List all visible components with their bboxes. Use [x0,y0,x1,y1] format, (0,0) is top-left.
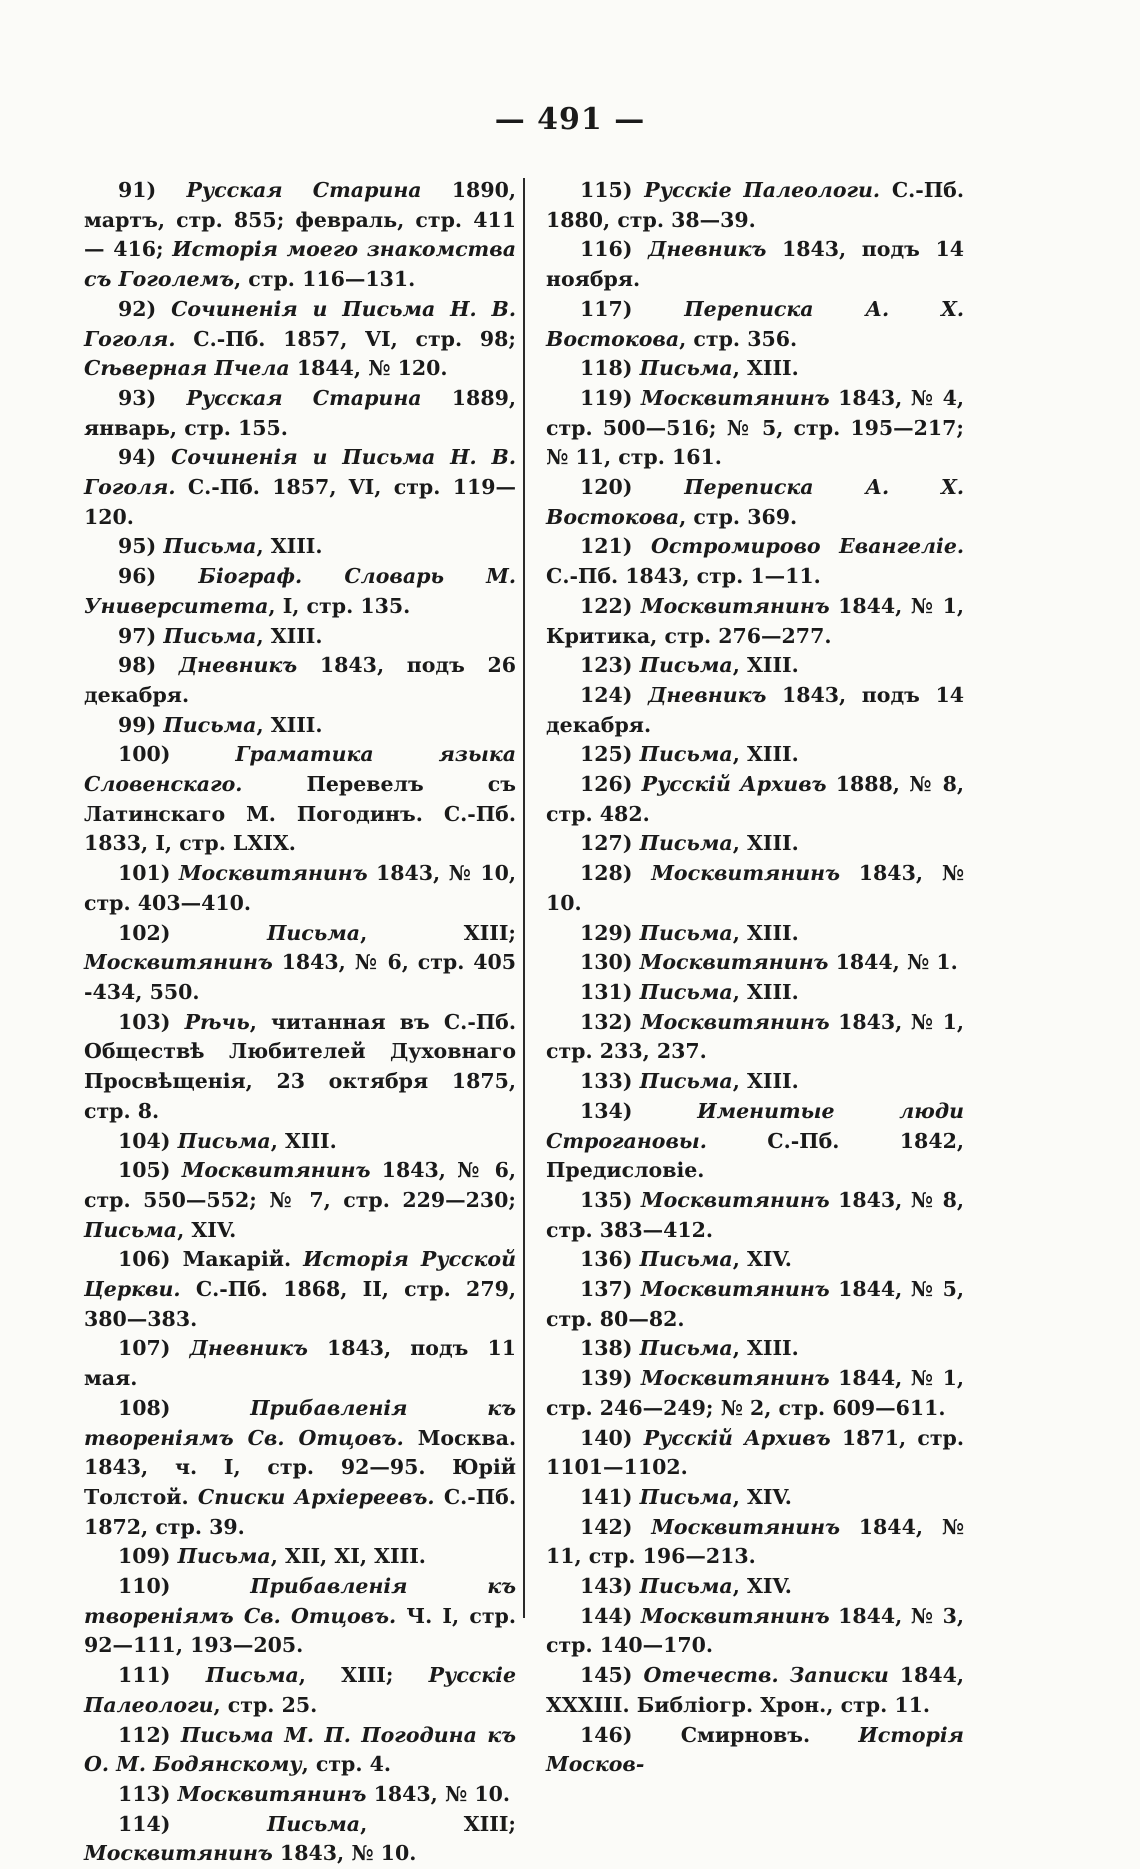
footnote-text: 113) [118,1781,178,1806]
footnote-entry [546,770,964,829]
footnote-title: Москвитянинъ [640,1009,830,1034]
footnote-entry [84,740,516,859]
footnote-entry [546,354,964,384]
footnote-text: 1889, январь, стр. 155. [84,385,516,440]
footnote-text: 110) [118,1574,251,1599]
footnote-text: 122) [580,593,641,618]
footnote-title: Москвитянинъ [181,1158,371,1183]
footnote-text: 111) [118,1663,206,1688]
footnote-entry [84,176,516,295]
footnote-text: , XIII. [732,920,799,945]
footnote-text: С.-Пб. 1857, VI, стр. 119—120. [84,475,516,529]
footnote-entry [84,384,516,443]
footnote-entry [84,1572,516,1661]
footnote-text: 1843, № 10. [546,861,964,915]
footnote-title: Русскій Архивъ [643,1425,831,1450]
footnote-text: 124) [580,682,649,707]
footnote-text: 132) [580,1009,641,1034]
footnote-text: 1844, № 1. [828,950,958,975]
footnote-text: 137) [580,1277,641,1302]
footnote-title: Сѣверная Пчела [84,356,290,381]
footnote-title: Біограф. Словарь М. Университета [84,564,516,618]
footnote-text: 140) [580,1425,644,1450]
footnote-entry [84,1008,516,1127]
footnote-text: 114) [118,1811,268,1836]
footnote-entry [84,562,516,621]
footnote-text: 129) [580,920,640,945]
footnote-title: Письма [163,712,257,737]
footnote-text: 142) [580,1514,652,1539]
footnote-text: , читанная въ С.-Пб. Обществѣ Любителей Духовнаго Просвѣщенія, 23 октября 1875, стр. 8. [84,1009,516,1123]
footnote-text: 96) [118,564,199,589]
footnote-text: 1844, № 11, стр. 196—213. [546,1514,964,1569]
footnote-entry [546,1572,964,1602]
footnote-entry [546,1008,964,1067]
footnote-title: Москвитянинъ [178,861,368,886]
footnote-title: Письма [639,831,733,856]
footnote-text: 95) [118,534,164,559]
footnote-entry [546,1424,964,1483]
footnote-text: 100) [118,742,236,767]
footnote-title: Списки Архіереевъ. [197,1484,435,1509]
footnote-text: 97) [118,623,164,648]
footnote-entry [84,532,516,562]
footnote-entry [546,1483,964,1513]
footnote-text: 134) [580,1098,698,1123]
footnote-entry [546,919,964,949]
footnote-text: 125) [580,742,640,767]
footnote-text: 1843, № 10, стр. 403—410. [84,861,516,915]
footnote-entry [546,1097,964,1186]
footnote-entry [546,740,964,770]
footnote-entry [84,1810,516,1869]
footnote-text: 1844, XXXIII. Библіогр. Хрон., стр. 11. [546,1663,964,1717]
footnote-title: Русская Старина [186,385,422,410]
footnote-text: С.-Пб. 1880, стр. 38—39. [546,178,964,232]
footnote-text: 1843, № 6, стр. 550—552; № 7, стр. 229—230; [84,1158,516,1212]
footnote-text: 105) [118,1158,182,1183]
footnote-entry [546,978,964,1008]
footnote-text: , XIII. [732,653,799,678]
footnote-text: 130) [580,950,640,975]
footnote-text: Ч. I, стр. 92—111, 193—205. [84,1603,516,1658]
footnote-text: С.-Пб. 1843, стр. 1—11. [546,564,821,589]
footnote-title: Дневникъ [178,653,298,678]
footnote-text: 128) [580,861,652,886]
footnote-title: Письма [177,1128,271,1153]
footnote-text: 1844, № 5, стр. 80—82. [546,1277,964,1331]
footnote-entry [84,651,516,710]
footnote-text: 146) Смирновъ. [580,1722,859,1747]
footnote-text: 1843, № 1, стр. 233, 237. [546,1009,964,1064]
footnote-entry [546,859,964,918]
footnote-title: Прибавленія къ твореніямъ Св. Отцовъ. [84,1395,516,1450]
footnote-title: Русскіе Палеологи. [644,178,881,202]
footnote-text: , XIII. [732,979,799,1004]
footnote-text: , XIII. [732,831,799,856]
footnote-text: 1844, № 1, стр. 246—249; № 2, стр. 609—611. [546,1366,964,1420]
footnote-text: 1890, мартъ, стр. 855; февраль, стр. 411 — 416; [84,178,516,262]
footnote-title: Москвитянинъ [640,1366,830,1391]
footnote-title: Дневникъ [189,1336,308,1361]
footnote-title: Сочиненія и Письма Н. В. Гоголя. [84,445,516,500]
footnote-title: Письма [639,1574,733,1599]
footnote-title: Дневникъ [648,237,767,262]
footnote-text: 131) [580,979,640,1004]
footnote-title: Письма [639,920,733,945]
footnote-text: С.-Пб. 1842, Предисловіе. [546,1128,964,1183]
footnote-title: Русская Старина [186,178,422,202]
footnote-text: 107) [118,1336,190,1361]
footnote-entry [546,681,964,740]
footnote-title: Рѣчь [184,1009,250,1034]
footnote-text: , XIV. [177,1217,237,1242]
footnote-title: Письма [639,979,733,1004]
footnote-title: Прибавленія къ твореніямъ Св. Отцовъ. [84,1574,516,1628]
footnote-text: , XIV. [732,1484,792,1509]
footnote-title: Письма [177,1544,271,1569]
footnote-text: , стр. 25. [213,1692,318,1717]
footnote-text: , XIII. [732,356,799,381]
footnote-entry [546,1245,964,1275]
footnote-title: Переписка А. Х. Востокова [546,475,964,529]
footnote-title: Письма [163,534,257,559]
footnote-title: Москвитянинъ [651,861,841,886]
footnote-text: 1844, № 3, стр. 140—170. [546,1603,964,1658]
footnote-title: Письма [639,1336,733,1361]
footnote-title: Письма М. П. Погодина къ О. М. Бодянскому [84,1722,516,1777]
footnote-text: , XIII; [360,920,516,945]
footnote-text: , стр. 369. [679,504,798,529]
footnote-text: 98) [118,653,179,678]
footnote-title: Москвитянинъ [640,593,830,618]
footnote-entry [546,1364,964,1423]
footnote-entry [84,295,516,384]
footnote-text: 126) [580,772,642,797]
footnote-entry [84,859,516,918]
footnote-title: Москвитянинъ [640,1187,830,1212]
footnote-text: 94) [118,445,172,470]
footnote-text: 1888, № 8, стр. 482. [546,772,964,826]
footnote-title: Москвитянинъ [640,1277,830,1302]
footnote-text: Москва. 1843, ч. I, стр. 92—95. Юрій Толстой. [84,1425,517,1509]
footnote-text: , стр. 116—131. [234,267,416,292]
footnote-entry [546,473,964,532]
footnote-text: 92) [118,296,172,321]
footnote-title: Дневникъ [648,682,767,707]
footnote-title: Москвитянинъ [651,1514,841,1539]
footnote-text: 91) [118,178,187,202]
footnote-entry [546,1602,964,1661]
footnote-title: Письма [639,1069,733,1094]
footnote-text: , XIV. [732,1574,792,1599]
footnote-title: Именитые люди Строгановы. [546,1098,964,1153]
footnote-title: Москвитянинъ [639,950,829,975]
footnote-title: Письма [639,653,733,678]
footnote-title: Письма [163,623,257,648]
footnote-text: 145) [580,1663,644,1688]
footnote-entry [546,1067,964,1097]
footnote-text: , XII, XI, XIII. [270,1544,426,1569]
left-column [84,176,516,1869]
footnote-text: 112) [118,1722,181,1747]
footnote-text: , XIII. [732,1336,799,1361]
footnote-entry [84,443,516,532]
footnote-title: Москвитянинъ [84,1841,273,1866]
footnote-text: Перевелъ съ Латинскаго М. Погодинъ. С.-Пб. 1833, I, стр. LXIX. [84,772,516,856]
footnote-entry [84,622,516,652]
footnote-entry [546,532,964,591]
footnote-entry [84,711,516,741]
right-column [546,176,964,1780]
footnote-text: 1843, подъ 11 мая. [84,1336,516,1391]
footnote-entry [546,948,964,978]
footnote-entry [546,1513,964,1572]
footnote-title: Письма [267,1811,361,1836]
footnote-text: 138) [580,1336,640,1361]
footnote-entry [546,1661,964,1720]
footnote-entry [84,1245,516,1334]
footnote-text: 141) [580,1484,640,1509]
footnote-entry [546,235,964,294]
footnote-entry [84,1780,516,1810]
footnote-title: Письма [639,1484,733,1509]
footnote-entry [546,651,964,681]
footnote-entry [84,1394,516,1543]
footnote-text: 1843, № 8, стр. 383—412. [546,1187,964,1242]
footnote-text: 1844, № 1, Критика, стр. 276—277. [546,593,964,648]
footnote-text: 1843, № 10. [272,1841,417,1866]
footnote-entry [84,1542,516,1572]
footnote-text: 144) [580,1603,641,1628]
footnote-text: С.-Пб. 1872, стр. 39. [84,1484,516,1539]
footnote-text: 135) [580,1187,641,1212]
footnote-entry [84,1661,516,1720]
footnote-text: 121) [580,534,652,559]
footnote-title: Москвитянинъ [84,950,273,975]
footnote-text: , XIII. [732,1069,799,1094]
footnote-text: 127) [580,831,640,856]
footnote-text: 104) [118,1128,178,1153]
footnote-text: 116) [580,237,649,262]
page-number: — 491 — [494,102,646,137]
footnote-title: Москвитянинъ [640,385,830,410]
footnote-entry [546,1186,964,1245]
footnote-title: Русскій Архивъ [641,772,827,797]
footnote-entry [546,1721,964,1780]
footnote-text: 1871, стр. 1101—1102. [546,1425,964,1480]
footnote-title: Письма [639,356,733,381]
footnote-entry [546,295,964,354]
footnote-text: , XIII; [298,1663,429,1688]
footnote-text: 119) [580,385,641,410]
footnote-text: 1843, № 6, стр. 405 -434, 550. [84,950,516,1004]
footnote-title: Москвитянинъ [177,1781,367,1806]
footnote-entry [546,384,964,473]
footnote-title: Письма [267,920,361,945]
footnote-title: Граматика языка Словенскаго. [84,742,516,797]
column-divider [523,178,525,1618]
footnote-text: 139) [580,1366,641,1391]
footnote-text: , XIII. [256,623,323,648]
footnote-entry [84,919,516,1008]
footnote-text: 1844, № 120. [289,356,448,381]
footnote-text: 1843, подъ 26 декабря. [84,653,516,707]
footnote-text: 103) [118,1009,185,1034]
footnote-text: 1843, № 10. [366,1781,510,1806]
footnote-text: , XIII; [360,1811,516,1836]
footnote-title: Исторія Русской Церкви. [84,1247,516,1302]
footnote-entry [84,1156,516,1245]
footnote-text: 101) [118,861,179,886]
footnote-entry [84,1334,516,1393]
footnote-text: , стр. 356. [679,326,798,351]
footnote-text: 115) [580,178,645,202]
footnote-text: , XIII. [270,1128,337,1153]
footnote-text: 93) [118,385,187,410]
footnote-text: С.-Пб. 1868, II, стр. 279, 380—383. [84,1277,516,1331]
footnote-text: 123) [580,653,640,678]
footnote-title: Отечеств. Записки [643,1663,889,1688]
footnote-text: 109) [118,1544,178,1569]
footnote-text: , XIII. [256,534,323,559]
footnote-entry [546,592,964,651]
footnote-text: , XIII. [256,712,323,737]
footnote-title: Письма [639,1247,733,1272]
footnote-text: 106) Макарій. [118,1247,304,1272]
footnote-text: 136) [580,1247,640,1272]
footnote-text: 102) [118,920,268,945]
footnote-title: Русскіе Палеологи [84,1663,516,1717]
footnote-text: , XIV. [732,1247,792,1272]
footnote-title: Переписка А. Х. Востокова [546,296,964,351]
footnote-title: Исторія моего знакомства съ Гоголемъ [84,237,516,292]
footnote-text: 120) [580,475,685,500]
footnote-title: Остромирово Евангеліе. [651,534,964,559]
footnote-text: 1843, подъ 14 декабря. [546,682,964,737]
footnote-text: 117) [580,296,685,321]
footnote-entry [546,176,964,235]
footnote-text: 1843, № 4, стр. 500—516; № 5, стр. 195—217; № 11, стр. 161. [546,385,964,470]
footnote-text: , I, стр. 135. [268,593,411,618]
footnote-text: , стр. 4. [301,1752,392,1777]
footnote-text: 1843, подъ 14 ноября. [546,237,964,292]
footnote-title: Письма [205,1663,299,1688]
footnote-text: , XIII. [732,742,799,767]
footnote-entry [84,1721,516,1780]
footnote-text: 133) [580,1069,640,1094]
footnote-title: Москвитянинъ [640,1603,830,1628]
footnote-entry [84,1127,516,1157]
footnote-title: Исторія Москов- [546,1722,964,1777]
footnote-entry [546,829,964,859]
footnote-text: 108) [118,1395,251,1420]
footnote-title: Письма [639,742,733,767]
footnote-text: 118) [580,356,640,381]
footnote-title: Сочиненія и Письма Н. В. Гоголя. [84,296,516,351]
footnote-entry [546,1275,964,1334]
footnote-text: С.-Пб. 1857, VI, стр. 98; [175,326,516,351]
footnote-title: Письма [84,1217,178,1242]
footnote-text: 143) [580,1574,640,1599]
footnote-entry [546,1334,964,1364]
footnote-text: 99) [118,712,164,737]
